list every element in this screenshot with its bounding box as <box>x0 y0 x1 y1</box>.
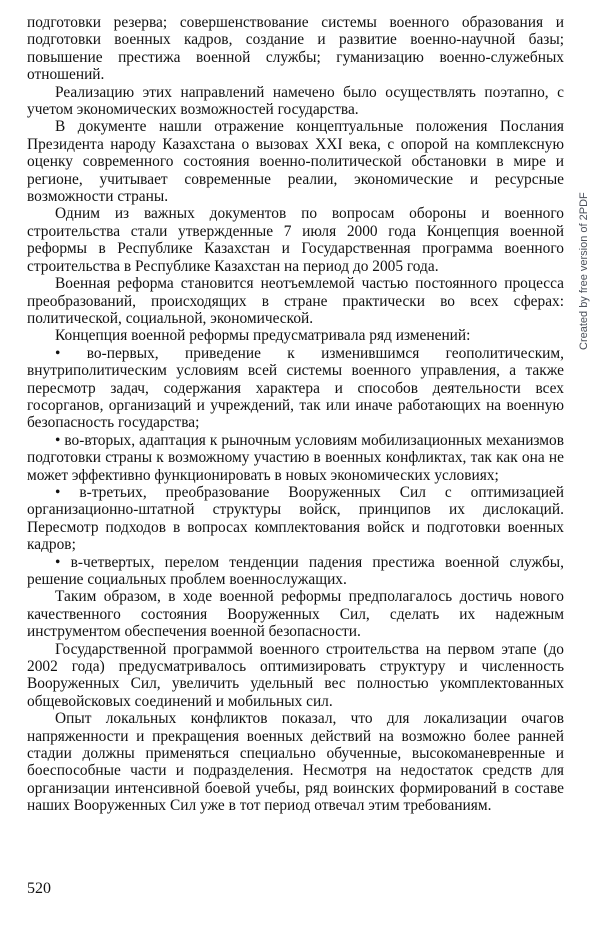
page-number: 520 <box>27 880 51 897</box>
watermark <box>578 192 592 350</box>
paragraph: Таким образом, в ходе военной реформы предполагалось достичь нового качественного состояния Вооруженных Сил, сделать их надежным инструментом обеспечения военной безопасности. <box>27 588 564 641</box>
bullet-item: • во-первых, приведение к изменившимся геополитическим, внутриполитическим условиям всей системы военного управления, а также пересмотр задач, содержания характера и способов деятельности всех госорганов, организаций и учреждений, так или иначе работающих на военную безопасность государства; <box>27 344 564 432</box>
paragraph: Концепция военной реформы предусматривала ряд изменений: <box>55 327 471 345</box>
watermark-text: Created by free version of 2PDF <box>578 192 590 350</box>
paragraph: Одним из важных документов по вопросам обороны и военного строительства стали утвержденные 7 июля 2000 года Концепция военной реформы в Республике Казахстан и Государственная программа военного строительства в Республике Казахстан на период до 2005 года. <box>27 205 564 275</box>
paragraph: Государственной программой военного строительства на первом этапе (до 2002 года) предусматривалось оптимизировать структуру и численность Вооруженных Сил, увеличить удельный вес полностью укомплектованных общевойсковых соединений и мобильных сил. <box>27 640 564 710</box>
bullet-item: • в-третьих, преобразование Вооруженных Сил с оптимизацией организационно-штатной структуры войск, принципов их дислокаций. Пересмотр подходов в вопросах комплектования войск и подготовки военных кадров; <box>27 483 564 554</box>
page-body <box>27 14 564 815</box>
bullet-item: • во-вторых, адаптация к рыночным условиям мобилизационных механизмов подготовки страны к возможному участию в военных конфликтах, так как она не может эффективно функционировать в новых экономических условиях; <box>27 431 564 484</box>
paragraph-continued: подготовки резерва; совершенствование системы военного образования и подготовки военных кадров, создание и развитие военно-научной базы; повышение престижа военной службы; гуманизацию военно-служебных отношений. <box>27 14 564 84</box>
paragraph: Опыт локальных конфликтов показал, что для локализации очагов напряженности и прекращения военных действий на возможно более ранней стадии должны применяться специально обученные, высокоманевренные и боеспособные части и подразделения. Несмотря на недостаток средств для организации интенсивной боевой учебы, ряд воинских формирований в составе наших Вооруженных Сил уже в тот период отвечал этим требованиям. <box>27 710 564 815</box>
bullet-item: • в-четвертых, перелом тенденции падения престижа военной службы, решение социальных проблем военнослужащих. <box>27 553 564 588</box>
paragraph: Реализацию этих направлений намечено было осуществлять поэтапно, с учетом экономических возможностей государства. <box>27 83 564 119</box>
paragraph: В документе нашли отражение концептуальные положения Послания Президента народу Казахстана о вызовах XXI века, с опорой на комплексную оценку современного состояния военно-политической обстановки в мире и регионе, учитывает современные реалии, экономические и ресурсные возможности страны. <box>27 118 564 206</box>
paragraph: Военная реформа становится неотъемлемой частью постоянного процесса преобразований, происходящих в стране практически во всех сферах: политической, социальной, экономической. <box>27 275 564 327</box>
